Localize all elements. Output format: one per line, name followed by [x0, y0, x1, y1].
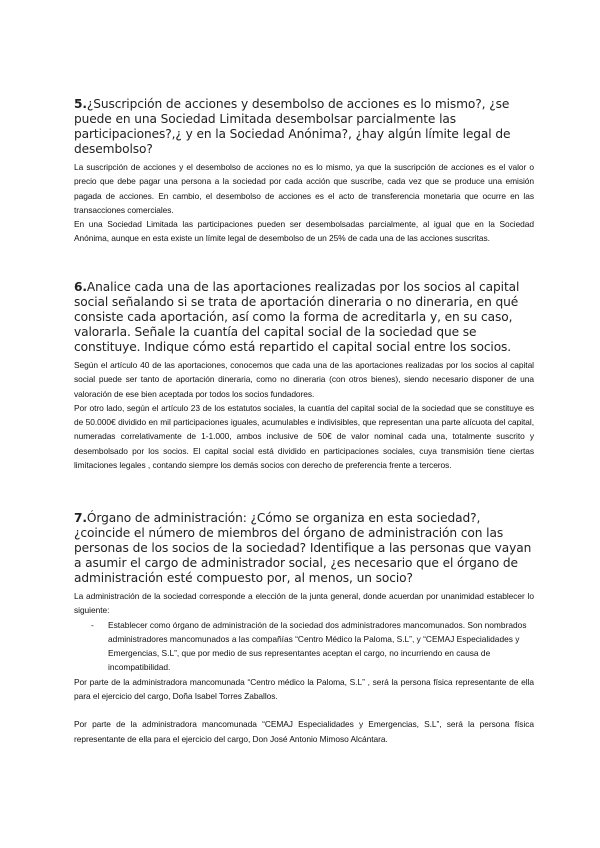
section-5	[74, 97, 534, 246]
bullet-marker: -	[91, 619, 94, 630]
section-6	[74, 280, 534, 472]
list-item-text: Establecer como órgano de administración de la sociedad dos administradores mancomunados. Son nombrados administradores mancomunados a las compañías “Centro Médico la Paloma, S.L”, y “CEMAJ Especialidades y Emergencias, S.L”, que por medio de sus representantes aceptan el cargo, no incurriendo en causa de incompatibilidad.	[108, 619, 527, 673]
question-text: Órgano de administración: ¿Cómo se organiza en esta sociedad?, ¿coincide el número de miembros del órgano de administración con las personas de los socios de la sociedad? Identifique a las personas que vayan a asumir el cargo de administrador social, ¿es necesario que el órgano de administración esté compuesto por, al menos, un socio?	[74, 511, 532, 585]
question-text: Analice cada una de las aportaciones realizadas por los socios al capital social señalando si se trata de aportación dineraria o no dineraria, en qué consiste cada aportación, así como la forma de acreditarla y, en su caso, valorarla. Señale la cuantía del capital social de la sociedad que se constituye. Indique cómo está repartido el capital social entre los socios.	[74, 280, 520, 354]
question-7-heading	[74, 511, 534, 586]
question-5-heading	[74, 97, 534, 157]
question-number: 7.	[74, 511, 87, 525]
answer-paragraph: La suscripción de acciones y el desembolso de acciones no es lo mismo, ya que la suscripción de acciones es el valor o precio que debe pagar una persona a la sociedad por cada acción que suscribe, cada vez que se produce una emisión pagada de acciones. En cambio, el desembolso de acciones es el acto de transferencia monetaria que ocurre en las transacciones comerciales.	[74, 162, 534, 215]
answer-paragraph: Por parte de la administradora mancomunada “Centro médico la Paloma, S.L” , será la persona física representante de ella para el ejercicio del cargo, Doña Isabel Torres Zaballos.	[74, 676, 534, 702]
answer-paragraph: En una Sociedad Limitada las participaciones pueden ser desembolsadas parcialmente, al igual que en la Sociedad Anónima, aunque en esta existe un límite legal de desembolso de un 25% de cada una de las acciones suscritas.	[74, 219, 534, 244]
list-item	[74, 618, 534, 675]
bullet-list	[74, 618, 534, 675]
question-6-heading	[74, 280, 534, 355]
question-number: 6.	[74, 280, 87, 294]
answer-paragraph: La administración de la sociedad corresponde a elección de la junta general, donde acuerdan por unanimidad establecer lo siguiente:	[74, 591, 534, 616]
answer-paragraph: Por parte de la administradora mancomunada “CEMAJ Especialidades y Emergencias, S.L”, será la persona física representante de ella para el ejercicio del cargo, Don José Antonio Mimoso Alcántara.	[74, 719, 534, 744]
paragraph-spacer	[74, 703, 534, 717]
question-text: ¿Suscripción de acciones y desembolso de acciones es lo mismo?, ¿se puede en una Sociedad Limitada desembolsar parcialmente las participaciones?,¿ y en la Sociedad Anónima?, ¿hay algún límite legal de desembolso?	[74, 97, 511, 156]
answer-paragraph: Por otro lado, según el artículo 23 de los estatutos sociales, la cuantía del capital social de la sociedad que se constituye es de 50.000€ dividido en mil participaciones iguales, acumulables e indivisibles, que representan una parte alícuota del capital, numeradas correlativamente de 1-1.000, ambos inclusive de 50€ de valor nominal cada una, totalmente suscrito y desembolsado por los socios. El capital social está dividido en participaciones sociales, cuya transmisión tiene ciertas limitaciones legales , contando siempre los demás socios con derecho de preferencia frente a terceros.	[74, 402, 534, 471]
section-7	[74, 511, 534, 746]
answer-paragraph: Según el artículo 40 de las aportaciones, conocemos que cada una de las aportaciones realizadas por los socios al capital social puede ser tanto de aportación dineraria, como no dineraria (con otros bienes), siendo necesario disponer de una valoración de ese bien aceptada por todos los socios fundadores.	[74, 360, 534, 399]
question-number: 5.	[74, 97, 87, 111]
